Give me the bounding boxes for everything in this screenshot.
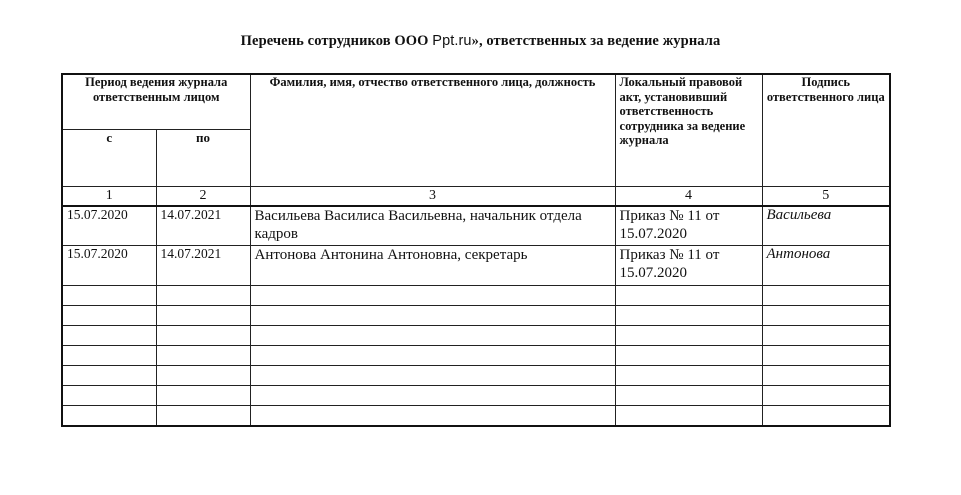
- empty-cell: [615, 286, 762, 306]
- empty-cell: [156, 386, 250, 406]
- empty-row: [62, 306, 890, 326]
- empty-cell: [156, 326, 250, 346]
- empty-row: [62, 326, 890, 346]
- column-number: 3: [250, 187, 615, 207]
- header-fio: Фамилия, имя, отчество ответственного лица, должность: [250, 74, 615, 187]
- empty-cell: [762, 346, 890, 366]
- empty-cell: [156, 346, 250, 366]
- empty-cell: [250, 366, 615, 386]
- empty-cell: [156, 406, 250, 427]
- period-to-cell: 14.07.2021: [156, 206, 250, 246]
- responsible-persons-table: [61, 73, 891, 427]
- empty-row: [62, 366, 890, 386]
- empty-cell: [615, 306, 762, 326]
- empty-cell: [62, 406, 156, 427]
- empty-cell: [156, 286, 250, 306]
- empty-cell: [62, 386, 156, 406]
- empty-row: [62, 286, 890, 306]
- document-title: [0, 33, 961, 50]
- legal-act-cell: Приказ № 11 от 15.07.2020: [615, 246, 762, 286]
- empty-cell: [762, 306, 890, 326]
- empty-cell: [615, 366, 762, 386]
- empty-cell: [762, 386, 890, 406]
- title-brand: Ppt.ru: [432, 33, 472, 49]
- empty-cell: [250, 326, 615, 346]
- header-from: с: [62, 130, 156, 187]
- legal-act-cell: Приказ № 11 от 15.07.2020: [615, 206, 762, 246]
- empty-row: [62, 386, 890, 406]
- column-number: 1: [62, 187, 156, 207]
- empty-cell: [62, 306, 156, 326]
- empty-cell: [250, 406, 615, 427]
- empty-cell: [250, 346, 615, 366]
- table-row: [62, 246, 890, 286]
- empty-cell: [250, 386, 615, 406]
- column-number: 5: [762, 187, 890, 207]
- header-row: [62, 74, 890, 130]
- signature-cell: Антонова: [762, 246, 890, 286]
- empty-cell: [250, 286, 615, 306]
- empty-cell: [762, 366, 890, 386]
- empty-cell: [615, 326, 762, 346]
- header-legal-act: Локальный правовой акт, установивший ответственность сотрудника за ведение журнала: [615, 74, 762, 187]
- column-number: 2: [156, 187, 250, 207]
- empty-cell: [615, 386, 762, 406]
- period-to-cell: 14.07.2021: [156, 246, 250, 286]
- column-number: 4: [615, 187, 762, 207]
- title-prefix: Перечень сотрудников ООО: [240, 33, 433, 49]
- empty-cell: [62, 366, 156, 386]
- empty-cell: [615, 346, 762, 366]
- header-signature: Подпись ответственного лица: [762, 74, 890, 187]
- fio-cell: Васильева Василиса Васильевна, начальник отдела кадров: [250, 206, 615, 246]
- empty-cell: [156, 306, 250, 326]
- header-to: по: [156, 130, 250, 187]
- column-number-row: [62, 187, 890, 207]
- header-period: Период ведения журнала ответственным лицом: [62, 74, 250, 130]
- empty-cell: [615, 406, 762, 427]
- empty-cell: [62, 326, 156, 346]
- period-from-cell: 15.07.2020: [62, 206, 156, 246]
- table-row: [62, 206, 890, 246]
- empty-cell: [762, 286, 890, 306]
- empty-cell: [156, 366, 250, 386]
- empty-cell: [62, 346, 156, 366]
- period-from-cell: 15.07.2020: [62, 246, 156, 286]
- empty-cell: [762, 406, 890, 427]
- empty-cell: [250, 306, 615, 326]
- title-suffix: », ответственных за ведение журнала: [471, 33, 721, 49]
- empty-row: [62, 346, 890, 366]
- empty-cell: [762, 326, 890, 346]
- fio-cell: Антонова Антонина Антоновна, секретарь: [250, 246, 615, 286]
- empty-row: [62, 406, 890, 427]
- empty-cell: [62, 286, 156, 306]
- signature-cell: Васильева: [762, 206, 890, 246]
